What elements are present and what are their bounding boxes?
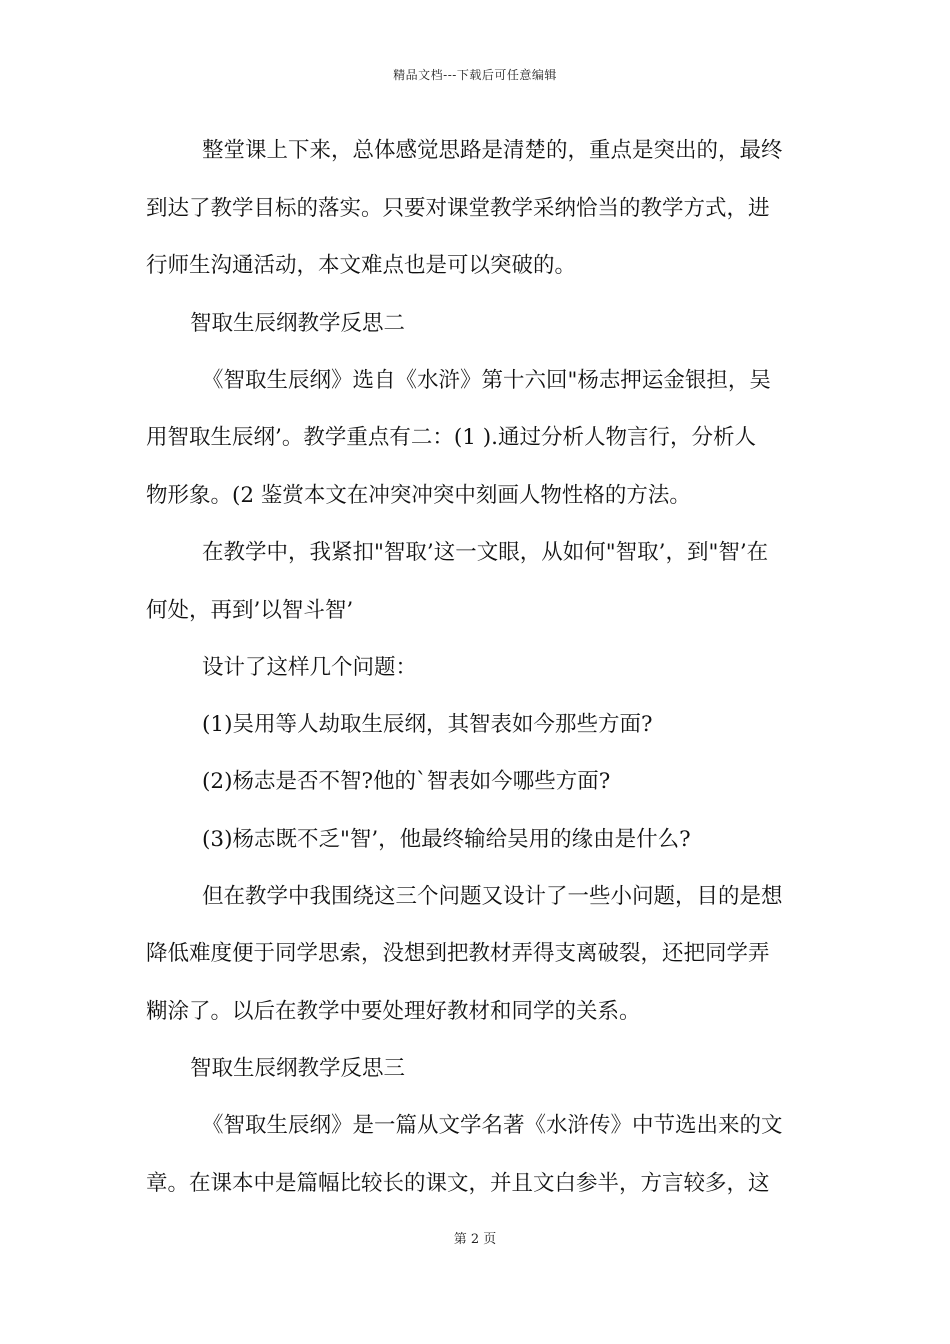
text-line: (2)杨志是否不智?他的`智表如今哪些方面?	[202, 769, 611, 794]
text-line: 物形象。(2 鉴赏本文在冲突冲突中刻画人物性格的方法。	[146, 483, 691, 508]
text-line: 整堂课上下来，总体感觉思路是清楚的，重点是突出的，最终	[202, 138, 783, 163]
text-line: 章。在课本中是篇幅比较长的课文，并且文白参半，方言较多，这	[146, 1171, 770, 1196]
text-line: 但在教学中我围绕这三个问题又设计了一些小问题，目的是想	[202, 884, 783, 909]
text-line: 降低难度便于同学思索，没想到把教材弄得支离破裂，还把同学弄	[146, 941, 770, 966]
section-heading: 智取生辰纲教学反思三	[190, 1056, 406, 1081]
text-line: 行师生沟通活动，本文难点也是可以突破的。	[146, 253, 577, 278]
text-line: 用智取生辰纲’。教学重点有二：(1 ).通过分析人物言行，分析人	[146, 425, 756, 450]
text-line: 设计了这样几个问题：	[202, 655, 418, 680]
text-line: 糊涂了。以后在教学中要处理好教材和同学的关系。	[146, 999, 641, 1024]
text-line: 到达了教学目标的落实。只要对课堂教学采纳恰当的教学方式，进	[146, 196, 770, 221]
text-line: 《智取生辰纲》是一篇从文学名著《水浒传》中节选出来的文	[202, 1113, 783, 1138]
section-heading: 智取生辰纲教学反思二	[190, 311, 406, 336]
text-line: (3)杨志既不乏"智’，他最终输给吴用的缘由是什么?	[202, 827, 691, 852]
text-line: (1)吴用等人劫取生辰纲，其智表如今那些方面?	[202, 712, 653, 737]
page-header: 精品文档---下载后可任意编辑	[393, 68, 557, 82]
text-line: 《智取生辰纲》选自《水浒》第十六回"杨志押运金银担，吴	[202, 368, 771, 393]
text-line: 何处，再到’以智斗智’	[146, 598, 354, 623]
text-line: 在教学中，我紧扣"智取’这一文眼，从如何"智取’，到"智’在	[202, 540, 769, 565]
page-number: 第 2 页	[453, 1232, 497, 1247]
